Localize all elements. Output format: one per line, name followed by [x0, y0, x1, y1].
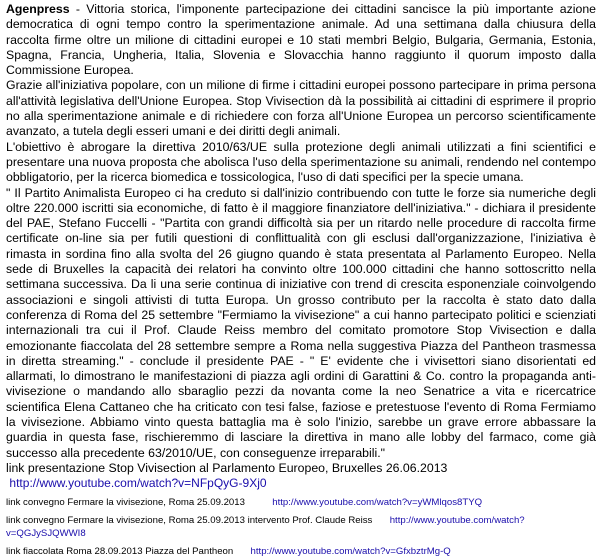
article-body — [6, 2, 596, 461]
paragraph-quote: " Il Partito Animalista Europeo ci ha creduto si dall'inizio contribuendo con tutte le forze sia numeriche degli oltre 220.000 iscritti sia economiche, di fatto è il maggiore finanziatore dell'iniziativa." - dichiara il presidente del PAE, Stefano Fuccelli - "Partita con grandi difficoltà sia per un ritardo nelle procedure di raccolta firme certificate on-line sia per futili questioni di conflittualità con gli esclusi dall'organizzazione, l'iniziativa è rimasta in sordina fino alla svolta del 26 giugno quando è stata presentata al Parlamento Europeo. Nella sede di Bruxelles la capacità dei relatori ha convinto oltre 100.000 cittadini che hanno sottoscritto nella settimana successiva. Da li una serie continua di iniziative con trend di crescita esponenziale coinvolgendo associazioni e singoli attivisti di tutta Europa. Un grosso contributo per la raccolta è stato dato dalla conferenza di Roma del 25 settembre "Fermiamo la vivisezione" a cui hanno partecipato politici e scienziati internazionali tra cui il Prof. Claude Reiss membro del comitato promotore Stop Vivisection e dalla emozionante fiaccolata del 28 settembre sempre a Roma nella suggestiva Piazza del Pantheon trasmessa in diretta streaming." - conclude il presidente PAE - " E' evidente che i vivisettori siano disorientati ed allarmati, lo dimostrano le manifestazioni di piazza agli ordini di Garattini & Co. contro la propaganda anti-vivisezione o mandando allo sbaraglio pezzi da novanta come la neo Senatrice a vita e ricercatrice scientifica Elena Cattaneo che ha criticato con tesi false, faziose e pretestuose l'evento di Roma Fermiamo la vivisezione. Abbiamo vinto questa battaglia ma è solo l'inizio, sarebbe un grave errore abbassare la guardia in questa fase, rischieremmo di lasciare la direttiva in mano alle lobby del farmaco, come già successo alla precedente 63/2010/UE, con conseguenze irreparabili." — [6, 185, 596, 460]
video-link-conference-url[interactable]: http://www.youtube.com/watch?v=yWMlqos8TYQ — [272, 496, 483, 508]
paragraph-intro — [6, 2, 596, 78]
paragraph-initiative: Grazie all'iniziativa popolare, con un milione di firme i cittadini europei possono partecipare in prima persona all'attività legislativa dell'Unione Europea. Stop Vivisection dà la possibilità ai cittadini di esprimere il proprio no alla sperimentazione animale e di richiedere con forza all'Unione Europea un percorso scientificamente avanzato, a tutela degli esseri umani e dei diritti degli animali. — [6, 78, 596, 139]
video-link-torchlight-label: link fiaccolata Roma 28.09.2013 Piazza del Pantheon — [6, 546, 234, 557]
video-links — [6, 497, 596, 559]
video-link-reiss — [6, 515, 596, 540]
main-link-line — [6, 461, 596, 492]
video-link-torchlight-url[interactable]: http://www.youtube.com/watch?v=GfxbztrMg-Q — [250, 546, 451, 557]
video-link-reiss-label: link convegno Fermare la vivisezione, Roma 25.09.2013 intervento Prof. Claude Reiss — [6, 515, 373, 526]
paragraph-intro-text: - Vittoria storica, l'imponente partecipazione dei cittadini sancisce la più importante azione democratica di ogni tempo contro la sperimentazione animale. Ad una settimana dalla chiusura della raccolta firme oltre un milione di cittadini europei e 10 stati membri Belgio, Bulgaria, Germania, Estonia, Spagna, Francia, Ungheria, Italia, Slovenia e Slovacchia hanno raggiunto il quorum imposto dalla Commissione Europea. — [6, 2, 596, 78]
main-link-url[interactable]: http://www.youtube.com/watch?v=NFpQyG-9Xj0 — [9, 476, 267, 491]
video-link-torchlight — [6, 546, 596, 559]
paragraph-objective: L'obiettivo è abrogare la direttiva 2010/63/UE sulla protezione degli animali utilizzati a fini scientifici e presentare una nuova proposta che abolisca l'uso della sperimentazione su animali, rendendo nel contempo obbligatorio, per la ricerca biomedica e tossicologica, l'uso di dati specifici per la specie umana. — [6, 139, 596, 185]
main-link-label: link presentazione Stop Vivisection al Parlamento Europeo, Bruxelles 26.06.2013 — [6, 460, 448, 475]
video-link-reiss-url[interactable]: http://www.youtube.com/watch?v=QGJySJQWWI8 — [6, 515, 525, 539]
video-link-conference — [6, 497, 596, 510]
source-name: Agenpress — [6, 2, 70, 16]
video-link-conference-label: link convegno Fermare la vivisezione, Roma 25.09.2013 — [6, 496, 245, 508]
